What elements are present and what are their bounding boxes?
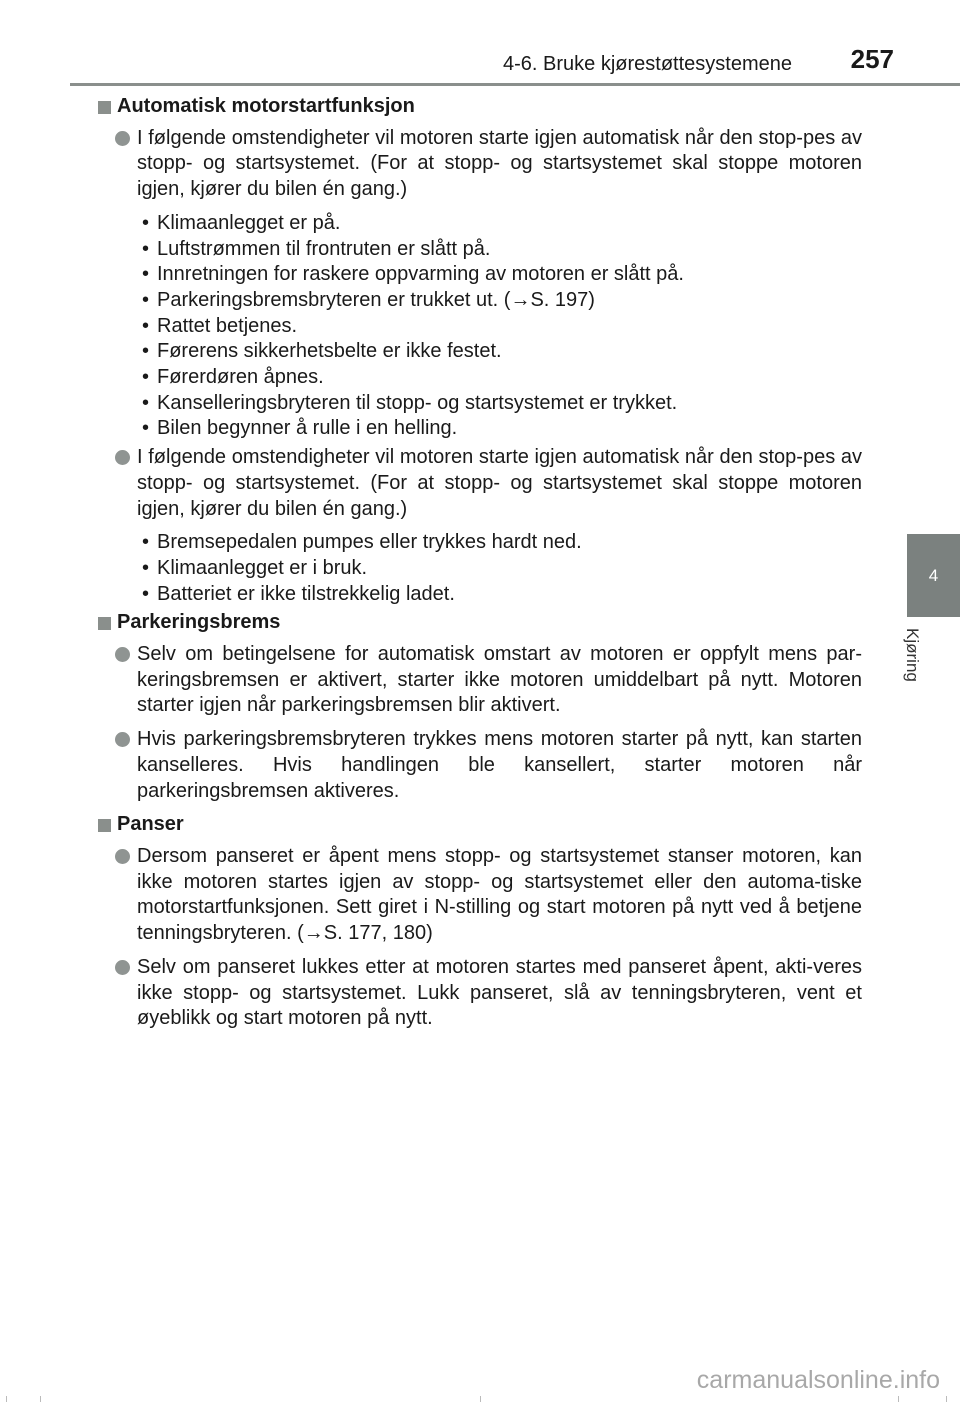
chapter-title: 4-6. Bruke kjørestøttesystemene	[503, 53, 792, 75]
paragraph	[98, 727, 862, 804]
section-title	[98, 610, 862, 636]
paragraph-text: Dersom panseret er åpent mens stopp- og startsystemet stanser motoren, kan ikke motoren startes igjen av stopp- og startsystemet eller den automa-tiske motorstartfunksjonen. Sett giret i N-stilling og start motoren på nytt ved å betjene tenningsbryteren. (→S. 177, 180)	[137, 844, 862, 945]
paragraph	[98, 126, 862, 203]
bullet-icon: •	[142, 531, 150, 554]
list-item	[137, 416, 862, 442]
list-item	[137, 288, 862, 314]
list-item	[137, 211, 862, 237]
crop-mark	[40, 1396, 41, 1402]
list-item-text: Førerdøren åpnes.	[157, 366, 324, 389]
paragraph-text: Selv om betingelsene for automatisk omstart av motoren er oppfylt mens par-keringsbremsen er aktivert, starter ikke motoren umiddelbart på nytt. Motoren starter igjen når parkeringsbremsen blir aktivert.	[137, 643, 862, 717]
list-item	[137, 582, 862, 608]
circle-bullet-icon	[115, 849, 130, 864]
list-item	[137, 365, 862, 391]
bullet-icon: •	[142, 288, 150, 311]
paragraph-text: I følgende omstendigheter vil motoren starte igjen automatisk når den stop-pes av stopp- og startsystemet. (For at stopp- og startsystemet skal stoppe motoren igjen, kjører du bilen én gang.)	[137, 126, 862, 201]
list-item-text: Parkeringsbremsbryteren er trukket ut. (→S. 197)	[157, 288, 595, 311]
paragraph-text: Selv om panseret lukkes etter at motoren startes med panseret åpent, akti-veres ikke stopp- og startsystemet. Lukk panseret, slå av tenningsbryteren, vent et øyeblikk og start motoren på nytt.	[137, 955, 862, 1030]
paragraph-text: I følgende omstendigheter vil motoren starte igjen automatisk når den stop-pes av stopp- og startsystemet. (For at stopp- og startsystemet skal stoppe motoren igjen, kjører du bilen én gang.)	[137, 446, 862, 520]
crop-mark	[6, 1396, 7, 1402]
page-number: 257	[850, 44, 894, 74]
list-item-text: Kanselleringsbryteren til stopp- og startsystemet er trykket.	[157, 391, 678, 414]
list-item-text: Klimaanlegget er i bruk.	[157, 556, 368, 579]
list-item	[137, 314, 862, 340]
chapter-tab-label	[903, 628, 946, 708]
list-item-text: Rattet betjenes.	[157, 314, 298, 337]
crop-mark	[898, 1396, 899, 1402]
header-divider	[70, 83, 960, 86]
paragraph	[98, 844, 862, 947]
bullet-icon: •	[142, 391, 150, 414]
square-bullet-icon	[98, 617, 111, 630]
list-item-text: Innretningen for raskere oppvarming av motoren er slått på.	[157, 263, 684, 286]
square-bullet-icon	[98, 101, 111, 114]
circle-bullet-icon	[115, 450, 130, 465]
list-item	[137, 391, 862, 417]
section-title	[98, 812, 862, 838]
list-item	[137, 237, 862, 263]
list-item	[137, 339, 862, 365]
list-item-text: Bilen begynner å rulle i en helling.	[157, 417, 458, 440]
bullet-icon: •	[142, 556, 150, 579]
bullet-icon: •	[142, 237, 150, 260]
list-item-text: Luftstrømmen til frontruten er slått på.	[157, 237, 491, 260]
bullet-icon: •	[142, 211, 150, 234]
list-item-text: Klimaanlegget er på.	[157, 211, 341, 234]
chapter-tab[interactable]	[907, 534, 960, 617]
list-item-text: Bremsepedalen pumpes eller trykkes hardt ned.	[157, 531, 582, 554]
bullet-icon: •	[142, 314, 150, 337]
bullet-icon: •	[142, 417, 150, 440]
paragraph	[98, 445, 862, 522]
list-item-text: Førerens sikkerhetsbelte er ikke festet.	[157, 340, 502, 363]
crop-mark	[480, 1396, 481, 1402]
square-bullet-icon	[98, 819, 111, 832]
section-title-text: Automatisk motorstartfunksjon	[117, 95, 415, 117]
page-content	[98, 94, 862, 1040]
circle-bullet-icon	[115, 647, 130, 662]
list-item	[137, 556, 862, 582]
section-title-text: Panser	[117, 813, 184, 836]
bullet-icon: •	[142, 366, 150, 389]
list-item-text: Batteriet er ikke tilstrekkelig ladet.	[157, 582, 455, 605]
chapter-tab-label-text: Kjøring	[903, 628, 922, 682]
section-title-text: Parkeringsbrems	[117, 611, 281, 634]
bullet-icon: •	[142, 263, 150, 286]
paragraph	[98, 955, 862, 1032]
bullet-list	[98, 211, 862, 442]
circle-bullet-icon	[115, 732, 130, 747]
crop-mark	[946, 1396, 947, 1402]
chapter-tab-number: 4	[928, 565, 939, 585]
crop-marks	[0, 1396, 960, 1402]
bullet-icon: •	[142, 340, 150, 363]
paragraph-text: Hvis parkeringsbremsbryteren trykkes mens motoren starter på nytt, kan starten kanselleres. Hvis handlingen ble kansellert, starter motoren når parkeringsbremsen aktiveres.	[137, 728, 862, 802]
bullet-icon: •	[142, 582, 150, 605]
list-item	[137, 530, 862, 556]
watermark: carmanualsonline.info	[696, 1366, 940, 1394]
page-header	[0, 0, 960, 90]
bullet-list	[98, 530, 862, 607]
paragraph	[98, 642, 862, 719]
list-item	[137, 262, 862, 288]
circle-bullet-icon	[115, 131, 130, 146]
section-title	[98, 94, 862, 120]
circle-bullet-icon	[115, 960, 130, 975]
